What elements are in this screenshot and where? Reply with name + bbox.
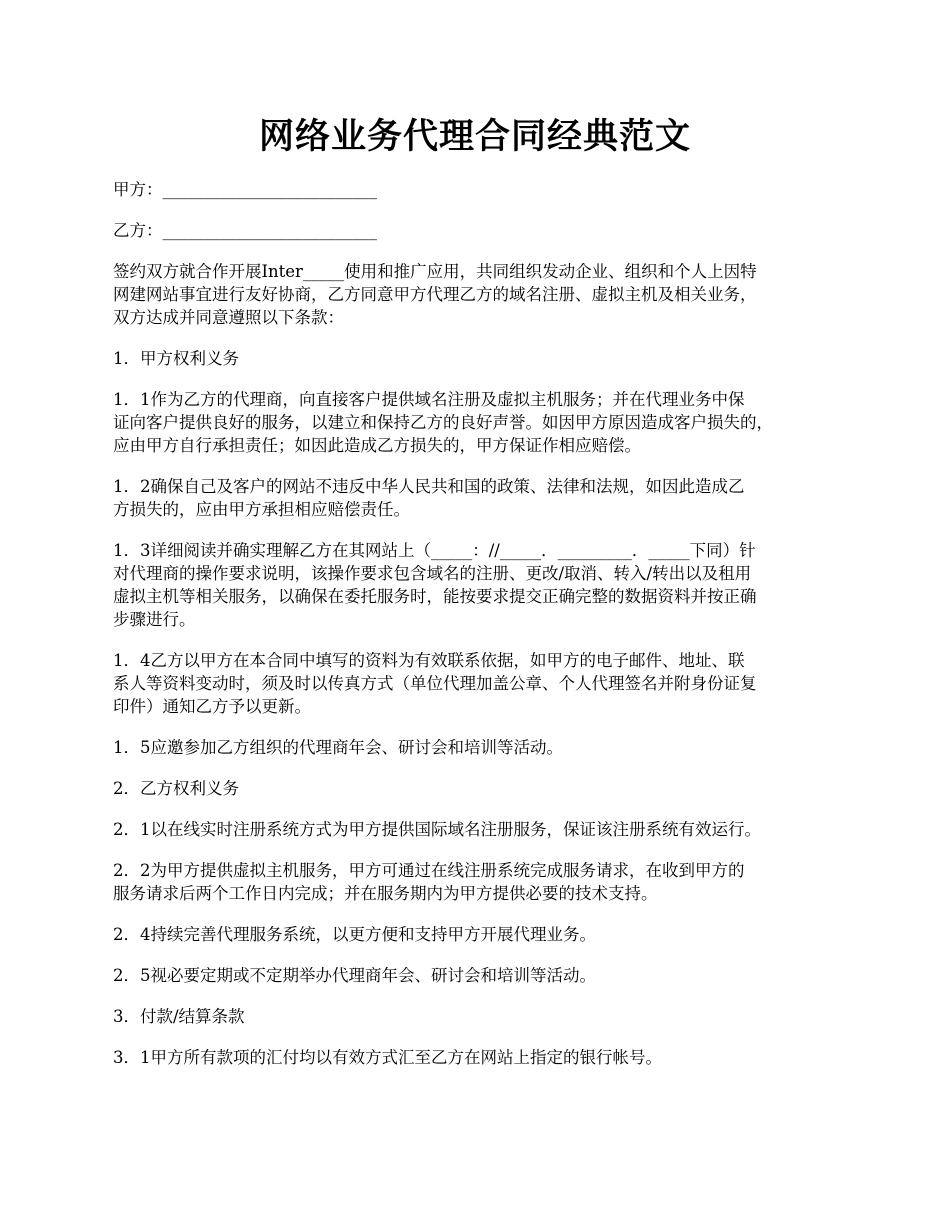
clause-1-1: 1．1作为乙方的代理商，向直接客户提供域名注册及虚拟主机服务；并在代理业务中保 证向客户提供良好的服务，以建立和保持乙方的良好声誉。如因甲方原因造成客户损失的， 应由甲方自行承担责任；如因此造成乙方损失的，甲方保证作相应赔偿。: [113, 390, 773, 455]
section-heading-1: 1．甲方权利义务: [113, 349, 239, 368]
clause-2-1: 2．1以在线实时注册系统方式为甲方提供国际域名注册服务，保证该注册系统有效运行。: [113, 820, 761, 839]
clause-1-2: 1．2确保自己及客户的网站不违反中华人民共和国的政策、法律和法规，如因此造成乙 方损失的，应由甲方承担相应赔偿责任。: [113, 477, 745, 519]
clause-2-4: 2．4持续完善代理服务系统，以更方便和支持甲方开展代理业务。: [113, 925, 596, 944]
clause-3-1: 3．1甲方所有款项的汇付均以有效方式汇至乙方在网站上指定的银行帐号。: [113, 1048, 662, 1067]
document-title: 网络业务代理合同经典范文: [258, 116, 691, 157]
clause-1-4: 1．4乙方以甲方在本合同中填写的资料为有效联系依据，如甲方的电子邮件、地址、联 系人等资料变动时，须及时以传真方式（单位代理加盖公章、个人代理签名并附身份证复 印件）通知乙方予以更新。: [113, 651, 757, 716]
clause-2-2: 2．2为甲方提供虚拟主机服务，甲方可通过在线注册系统完成服务请求，在收到甲方的 服务请求后两个工作日内完成；并在服务期内为甲方提供必要的技术支持。: [113, 861, 745, 903]
section-heading-2: 2．乙方权利义务: [113, 779, 239, 798]
party-b-line: 乙方：__________________________: [113, 221, 377, 240]
section-heading-3: 3．付款/结算条款: [113, 1007, 245, 1026]
clause-2-5: 2．5视必要定期或不定期举办代理商年会、研讨会和培训等活动。: [113, 966, 596, 985]
clause-1-3: 1．3详细阅读并确实理解乙方在其网站上（_____：//_____．_________．_____下同）针 对代理商的操作要求说明，该操作要求包含域名的注册、更改/取消、转入/转出以及租用 虚拟主机等相关服务，以确保在委托服务时，能按要求提交正确完整的数据资料并按正确 步骤进行。: [113, 541, 757, 629]
party-a-line: 甲方：__________________________: [113, 180, 377, 199]
document-body: [113, 178, 853, 1087]
preamble-paragraph: 签约双方就合作开展Inter_____使用和推广应用，共同组织发动企业、组织和个人上因特 网建网站事宜进行友好协商，乙方同意甲方代理乙方的域名注册、虚拟主机及相关业务， 双方达成并同意遵照以下条款：: [113, 262, 757, 327]
clause-1-5: 1．5应邀参加乙方组织的代理商年会、研讨会和培训等活动。: [113, 738, 563, 757]
